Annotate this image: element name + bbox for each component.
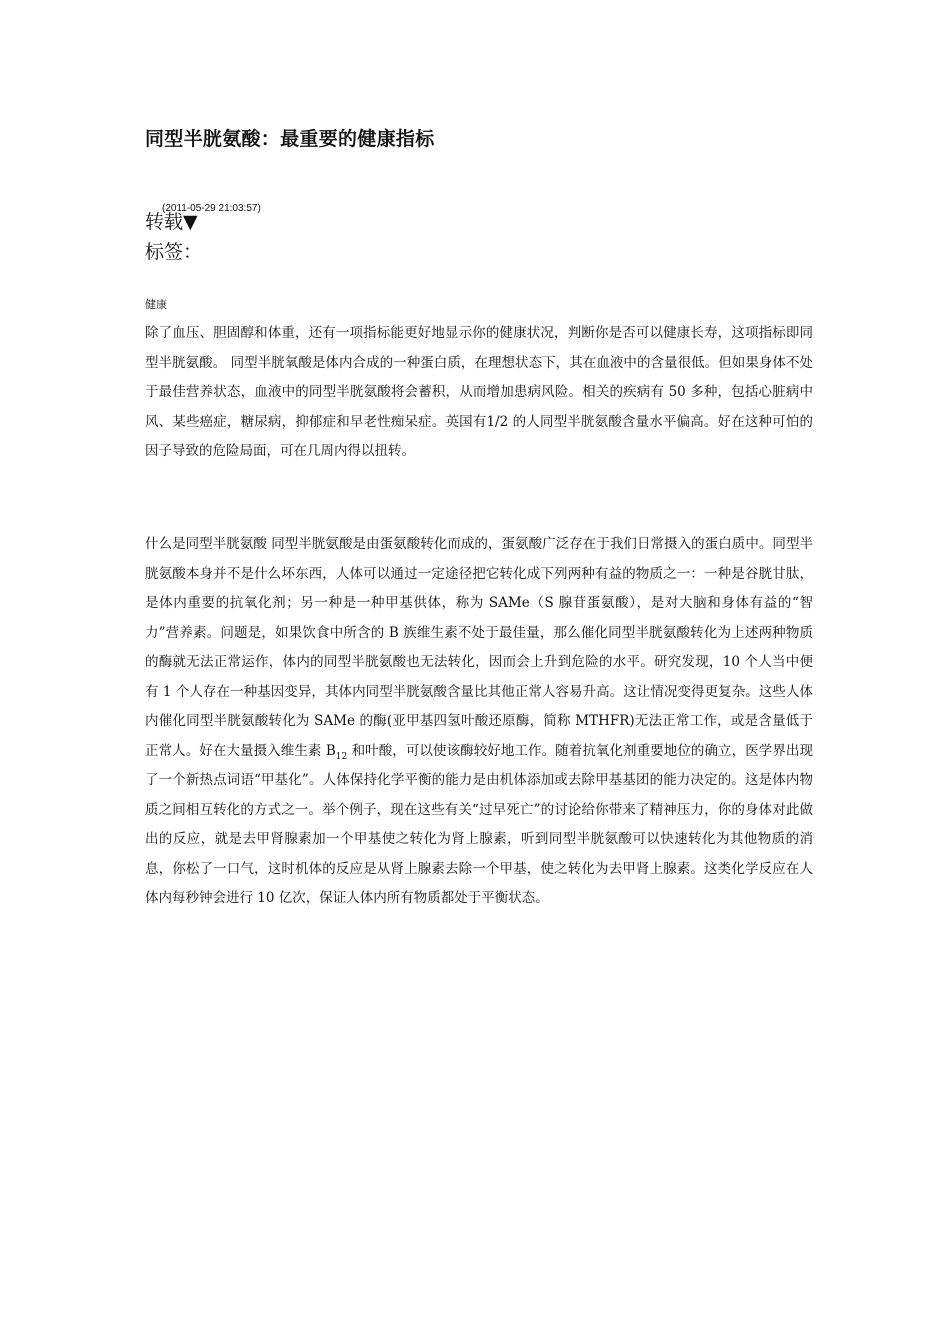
- article-title: 同型半胱氨酸：最重要的健康指标: [145, 128, 435, 150]
- paragraph-2-text-a: 什么是同型半胱氨酸 同型半胱氨酸是由蛋氨酸转化而成的，蛋氨酸广泛存在于我们日常摄入的蛋白质中。同型半胱氨酸本身并不是什么坏东西，人体可以通过一定途径把它转化成下列两种有益的物质之一：一种是谷胱甘肽，是体内重要的抗氧化剂；另一种是一种甲基供体，称为 SAMe（S 腺苷蛋氨酸），是对大脑和身体有益的“智力”营养素。问题是，如果饮食中所含的 B 族维生素不处于最佳量，那么催化同型半胱氨酸转化为上述两种物质的酶就无法正常运作，体内的同型半胱氨酸也无法转化，因而会上升到危险的水平。研究发现，10 个人当中便有 1 个人存在一种基因变异，其体内同型半胱氨酸含量比其他正常人容易升高。这让情况变得更复杂。这些人体内催化同型半胱氨酸转化为 SAMe 的酶(亚甲基四氢叶酸还原酶，简称 MTHFR)无法正常工作，或是含量低于正常人。好在大量摄入维生素 B: [145, 536, 813, 759]
- tags-label: 标签：: [145, 241, 203, 263]
- body-paragraph-2: [145, 530, 813, 914]
- paragraph-2-text-b: 和叶酸，可以使该酶较好地工作。随着抗氧化剂重要地位的确立，医学界出现了一个新热点词语“甲基化”。人体保持化学平衡的能力是由机体添加或去除甲基基团的能力决定的。这是体内物质之间相互转化的方式之一。举个例子，现在这些有关“过早死亡”的讨论给你带来了精神压力，你的身体对此做出的反应，就是去甲肾腺素加一个甲基使之转化为肾上腺素，听到同型半胱氨酸可以快速转化为其他物质的消息，你松了一口气，这时机体的反应是从肾上腺素去除一个甲基，使之转化为去甲肾上腺素。这类化学反应在人体内每秒钟会进行 10 亿次，保证人体内所有物质都处于平衡状态。: [145, 742, 813, 906]
- tag-link[interactable]: 健康: [145, 298, 167, 311]
- repost-dropdown[interactable]: 转载▼: [145, 211, 198, 233]
- post-timestamp: (2011-05-29 21:03:57): [162, 203, 261, 214]
- vitamin-subscript: 12: [335, 751, 348, 762]
- body-paragraph-1: 除了血压、胆固醇和体重，还有一项指标能更好地显示你的健康状况，判断你是否可以健康长寿，这项指标即同型半胱氨酸。 同型半胱氧酸是体内合成的一种蛋白质，在理想状态下，其在血液中的含量很低。但如果身体不处于最佳营养状态，血液中的同型半胱氨酸将会蓄积，从而增加患病风险。相关的疾病有 50 多种，包括心脏病中风、某些癌症，糖尿病，抑郁症和早老性痴呆症。英国有1/2 的人同型半胱氨酸含量水平偏高。好在这种可怕的因子导致的危险局面，可在几周内得以扭转。: [145, 325, 813, 459]
